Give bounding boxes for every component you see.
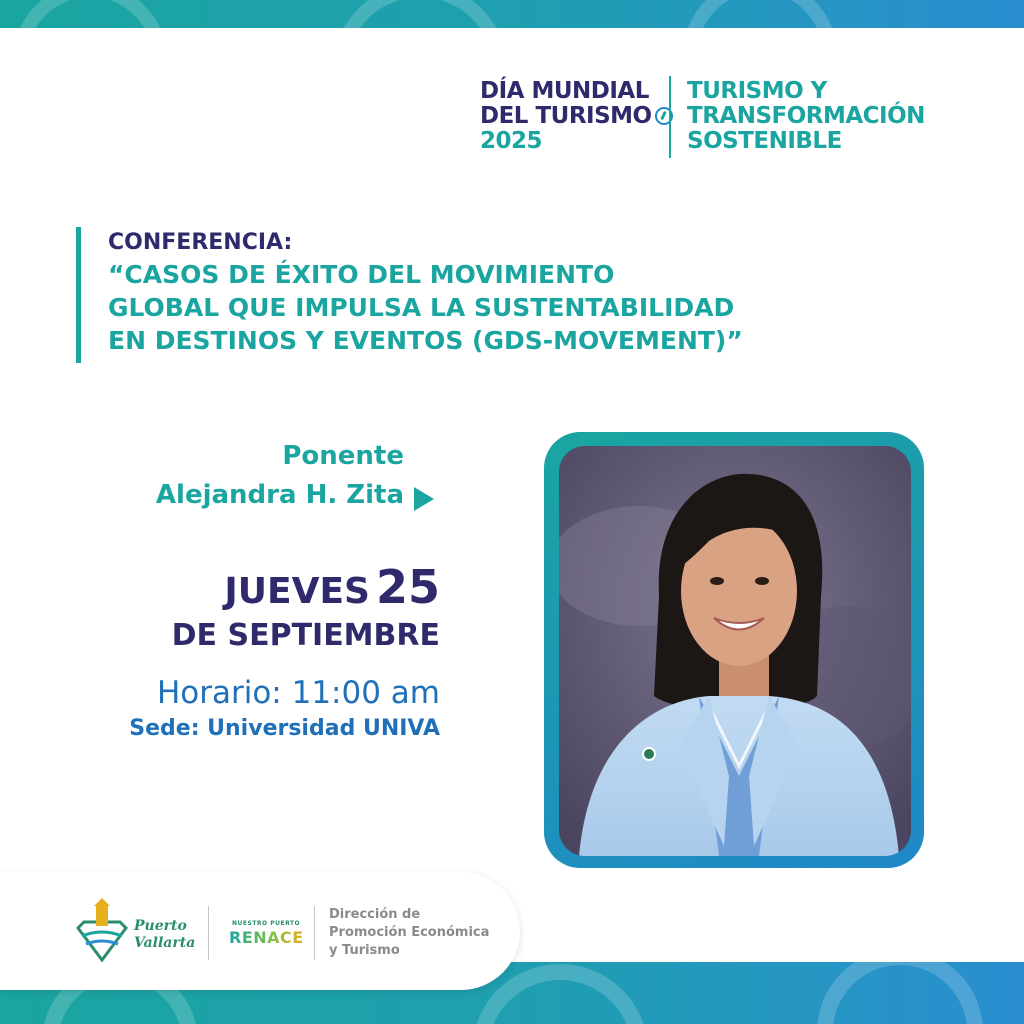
footer-divider [314,906,315,960]
theme-line-3: SOSTENIBLE [687,128,842,154]
footer-divider [208,906,209,960]
event-date [100,560,440,614]
conference-accent-bar [76,227,81,363]
header-divider [669,76,671,158]
conference-label: CONFERENCIA: [108,230,293,255]
event-line-2: DEL TURISMO [480,103,652,129]
department-line: y Turismo [329,943,400,958]
renace-tagline: NUESTRO PUERTO [232,920,301,927]
speaker-name: Alejandra H. Zita [155,480,404,510]
conference-title-line: GLOBAL QUE IMPULSA LA SUSTENTABILIDAD [108,293,735,322]
band-pattern [0,0,1024,28]
event-title [480,79,673,154]
puerto-vallarta-wordmark [134,918,195,952]
event-year: 2025 [480,128,543,154]
city-line-1: Puerto [134,918,187,934]
theme-line-2: TRANSFORMACIÓN [687,103,925,129]
event-month: DE SEPTIEMBRE [171,618,440,653]
conference-title-line: “CASOS DE ÉXITO DEL MOVIMIENTO [108,260,615,289]
city-line-2: Vallarta [134,935,196,951]
event-day: 25 [375,560,440,614]
theme-line-1: TURISMO Y [687,78,827,104]
conference-title [108,258,743,357]
event-venue: Sede: Universidad UNIVA [129,716,440,741]
event-theme [687,79,925,154]
event-weekday: JUEVES [224,571,370,612]
conference-title-line: EN DESTINOS Y EVENTOS (GDS-MOVEMENT)” [108,326,743,355]
speaker-photo [559,446,911,856]
department-line: Dirección de [329,907,421,922]
department-line: Promoción Económica [329,925,490,940]
renace-logo: RENACE [229,928,304,947]
play-icon [414,487,434,511]
top-decorative-band [0,0,1024,28]
speaker-label: Ponente [282,441,404,471]
puerto-vallarta-logo [74,898,130,964]
event-time: Horario: 11:00 am [156,675,440,711]
department-name [329,906,489,960]
event-line-1: DÍA MUNDIAL [480,78,649,104]
